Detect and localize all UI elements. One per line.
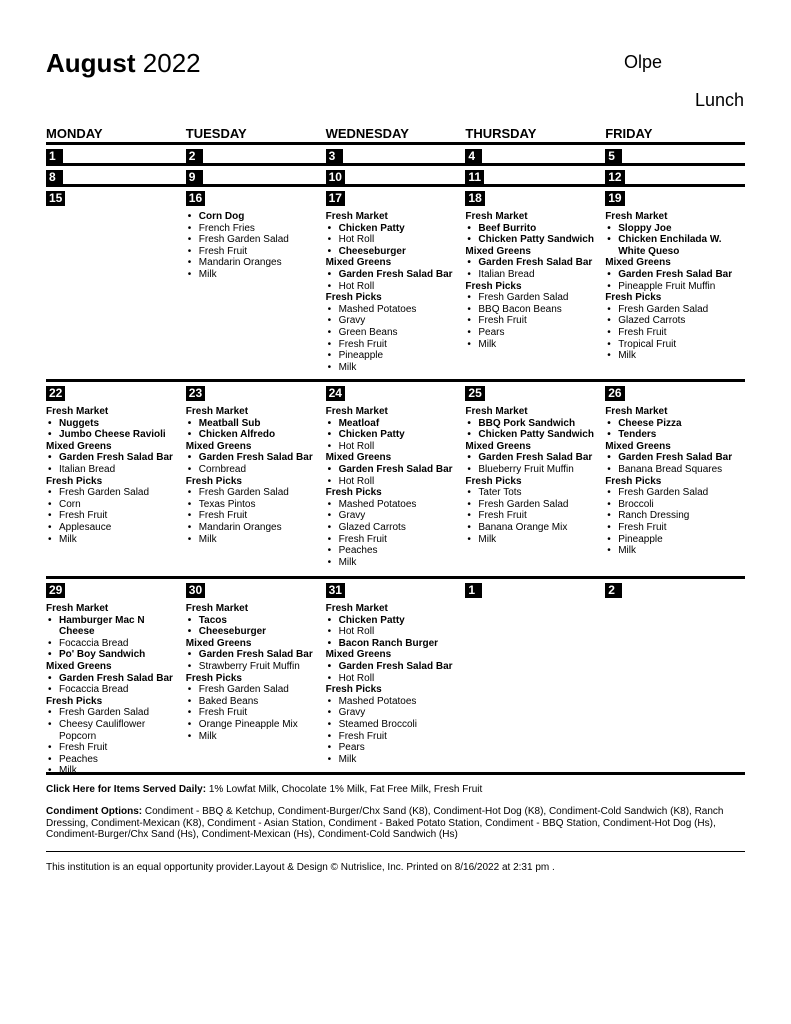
menu-list	[605, 304, 739, 362]
menu-item: • Steamed Broccoli	[326, 719, 460, 731]
menu-item: • Fresh Garden Salad	[46, 487, 180, 499]
menu-item: • Garden Fresh Salad Bar	[605, 452, 739, 464]
condiment-text: Condiment - BBQ & Ketchup, Condiment-Burger/Chx Sand (K8), Condiment-Hot Dog (K8), Condiment-Cold Sandwich (K8), Ranch Dressing, Condiment-Mexican (K8), Condiment - Asian Station, Condiment - Baked Potato Station, Condiment - BBQ Station, Condiment-Hot Dog (Hs), Condiment-Burger/Chx Sand (Hs), Condiment-Mexican (Hs), Condiment-Cold Sandwich (Hs)	[46, 806, 724, 841]
menu-item: • Chicken Patty Sandwich	[465, 429, 599, 441]
menu-list	[46, 673, 180, 696]
menu-list	[326, 499, 460, 569]
menu-section-header: Mixed Greens	[465, 440, 531, 452]
day-cell	[465, 145, 605, 163]
calendar	[46, 126, 745, 777]
menu-item: • Hot Roll	[326, 281, 460, 293]
day-cell	[605, 187, 745, 379]
menu-list	[186, 684, 320, 742]
menu-item: • Milk	[326, 557, 460, 569]
menu-item: • Cheesy Cauliflower Popcorn	[46, 719, 180, 742]
menu-section-header: Fresh Picks	[325, 684, 382, 696]
menu-item: • Garden Fresh Salad Bar	[326, 269, 460, 281]
menu-item: • Fresh Fruit	[186, 707, 320, 719]
calendar-week	[46, 379, 745, 576]
menu-item: • Garden Fresh Salad Bar	[605, 269, 739, 281]
menu-list	[465, 223, 599, 246]
menu-list	[326, 696, 460, 766]
menu-item: • Fresh Fruit	[46, 510, 180, 522]
menu-item: • Garden Fresh Salad Bar	[326, 464, 460, 476]
menu-section-header: Fresh Market	[325, 211, 388, 222]
menu-item: • Fresh Fruit	[465, 510, 599, 522]
menu-list	[46, 615, 180, 661]
menu-item: • Jumbo Cheese Ravioli	[46, 429, 180, 441]
day-menu	[605, 211, 745, 362]
day-cell	[326, 187, 466, 379]
menu-item: • Orange Pineapple Mix	[186, 719, 320, 731]
date-badge: 12	[605, 170, 624, 185]
menu-list	[326, 615, 460, 650]
menu-list	[605, 452, 739, 475]
menu-item: • Pears	[465, 327, 599, 339]
menu-item: • Cheese Pizza	[605, 418, 739, 430]
day-menu	[326, 406, 466, 568]
menu-item: • Fresh Garden Salad	[186, 487, 320, 499]
menu-item: • Peaches	[46, 754, 180, 766]
date-badge: 25	[465, 386, 484, 401]
menu-list	[46, 418, 180, 441]
date-badge: 1	[46, 149, 63, 164]
menu-item: • Tropical Fruit	[605, 339, 739, 351]
menu-item: • Italian Bread	[46, 464, 180, 476]
date-badge: 29	[46, 583, 65, 598]
menu-section-header: Fresh Market	[185, 406, 249, 417]
day-cell	[605, 145, 745, 163]
menu-section-header: Fresh Market	[46, 406, 109, 417]
day-cell	[465, 382, 605, 576]
menu-item: • Fresh Garden Salad	[186, 234, 320, 246]
date-badge: 15	[46, 191, 65, 206]
menu-item: • Glazed Carrots	[605, 315, 739, 327]
menu-item: • Chicken Patty	[326, 429, 460, 441]
weekday-header	[46, 126, 745, 142]
day-cell	[326, 145, 466, 163]
menu-item: • Hot Roll	[326, 234, 460, 246]
date-badge: 22	[46, 386, 65, 401]
date-badge: 4	[465, 149, 482, 164]
date-badge: 18	[465, 191, 484, 206]
weekday-label: FRIDAY	[605, 126, 653, 141]
day-menu	[46, 406, 186, 545]
menu-item: • Fresh Fruit	[326, 339, 460, 351]
menu-item: • Pineapple Fruit Muffin	[605, 281, 739, 293]
menu-item: • Garden Fresh Salad Bar	[465, 452, 599, 464]
menu-section-header: Mixed Greens	[185, 637, 252, 649]
menu-item: • Focaccia Bread	[46, 684, 180, 696]
day-cell	[46, 166, 186, 184]
menu-item: • Banana Orange Mix	[465, 522, 599, 534]
menu-list	[605, 487, 739, 557]
menu-item: • Fresh Fruit	[605, 327, 739, 339]
date-badge: 3	[326, 149, 343, 164]
menu-item: • Chicken Patty	[326, 615, 460, 627]
footer-divider	[46, 772, 745, 775]
menu-item: • Mashed Potatoes	[326, 304, 460, 316]
calendar-week	[46, 184, 745, 379]
menu-list	[605, 223, 739, 258]
menu-section-header: Fresh Picks	[46, 475, 103, 487]
day-cell	[605, 579, 745, 773]
menu-item: • Fresh Fruit	[46, 742, 180, 754]
menu-list	[605, 418, 739, 441]
menu-list	[605, 269, 739, 292]
menu-item: • Milk	[465, 534, 599, 546]
date-badge: 16	[186, 191, 205, 206]
menu-section-header: Fresh Picks	[465, 475, 522, 487]
menu-section-header: Mixed Greens	[325, 452, 392, 464]
menu-list	[46, 452, 180, 475]
menu-section-header: Mixed Greens	[185, 440, 252, 452]
menu-item: • Garden Fresh Salad Bar	[46, 673, 180, 685]
day-cell	[326, 382, 466, 576]
menu-item: • Hamburger Mac N Cheese	[46, 615, 180, 638]
menu-item: • Mashed Potatoes	[326, 696, 460, 708]
menu-item: • Gravy	[326, 315, 460, 327]
menu-item: • Milk	[465, 339, 599, 351]
condiment-label: Condiment Options:	[46, 806, 143, 817]
menu-list	[326, 269, 460, 292]
date-badge: 26	[605, 386, 624, 401]
date-badge: 9	[186, 170, 203, 185]
day-menu	[186, 406, 326, 545]
menu-item: • Garden Fresh Salad Bar	[326, 661, 460, 673]
menu-item: • Milk	[326, 754, 460, 766]
day-cell	[186, 166, 326, 184]
menu-section-header: Fresh Market	[46, 603, 109, 614]
date-badge: 2	[186, 149, 203, 164]
menu-item: • Corn	[46, 499, 180, 511]
day-menu	[326, 603, 466, 765]
menu-item: • Garden Fresh Salad Bar	[186, 649, 320, 661]
menu-item: • Hot Roll	[326, 673, 460, 685]
menu-list	[326, 661, 460, 684]
menu-list	[186, 487, 320, 545]
menu-section-header: Fresh Picks	[185, 475, 242, 487]
menu-section-header: Mixed Greens	[325, 257, 392, 269]
menu-list	[465, 292, 599, 350]
menu-section-header: Fresh Market	[605, 406, 668, 417]
menu-list	[186, 418, 320, 441]
menu-item: • Green Beans	[326, 327, 460, 339]
menu-list	[465, 418, 599, 441]
legal-divider	[46, 851, 745, 852]
menu-list	[46, 487, 180, 545]
menu-item: • Strawberry Fruit Muffin	[186, 661, 320, 673]
day-cell	[46, 579, 186, 777]
menu-item: • Mandarin Oranges	[186, 257, 320, 269]
menu-item: • Peaches	[326, 545, 460, 557]
day-menu	[605, 406, 745, 557]
menu-list	[465, 487, 599, 545]
menu-section-header: Fresh Market	[185, 603, 249, 614]
menu-item: • Chicken Alfredo	[186, 429, 320, 441]
date-badge: 19	[605, 191, 624, 206]
menu-item: • Texas Pintos	[186, 499, 320, 511]
menu-item: • Tacos	[186, 615, 320, 627]
weekday-label: MONDAY	[46, 126, 103, 141]
menu-section-header: Mixed Greens	[605, 440, 671, 452]
day-cell	[605, 166, 745, 184]
menu-item: • Hot Roll	[326, 441, 460, 453]
day-cell	[186, 579, 326, 773]
menu-item: • Pineapple	[605, 534, 739, 546]
day-menu	[186, 603, 326, 742]
weekday-label: THURSDAY	[465, 126, 537, 141]
menu-item: • Chicken Patty	[326, 223, 460, 235]
menu-item: • Corn Dog	[186, 211, 320, 223]
day-cell	[465, 166, 605, 184]
day-cell	[465, 579, 605, 773]
menu-item: • Milk	[186, 269, 320, 281]
day-cell	[326, 579, 466, 773]
menu-section-header: Mixed Greens	[46, 660, 112, 672]
menu-item: • Gravy	[326, 510, 460, 522]
weekday-label: TUESDAY	[185, 126, 247, 141]
menu-item: • Fresh Garden Salad	[605, 487, 739, 499]
day-menu	[326, 211, 466, 373]
menu-section-header: Mixed Greens	[46, 440, 112, 452]
day-cell	[186, 187, 326, 379]
menu-section-header: Fresh Picks	[605, 475, 662, 487]
day-menu	[465, 406, 605, 545]
page-title	[46, 46, 201, 80]
day-cell	[326, 166, 466, 184]
menu-item: • Sloppy Joe	[605, 223, 739, 235]
menu-item: • Nuggets	[46, 418, 180, 430]
daily-items-text: 1% Lowfat Milk, Chocolate 1% Milk, Fat Free Milk, Fresh Fruit	[206, 784, 483, 795]
menu-section-header: Fresh Picks	[325, 487, 382, 499]
weekday-label: WEDNESDAY	[325, 126, 409, 141]
menu-section-header: Fresh Market	[605, 211, 668, 222]
menu-item: • Hot Roll	[326, 476, 460, 488]
menu-item: • Chicken Enchilada W. White Queso	[605, 234, 739, 257]
menu-item: • Applesauce	[46, 522, 180, 534]
menu-section-header: Mixed Greens	[465, 245, 531, 257]
menu-item: • Tenders	[605, 429, 739, 441]
menu-item: • Fresh Fruit	[605, 522, 739, 534]
menu-item: • Fresh Fruit	[326, 534, 460, 546]
menu-item: • Fresh Fruit	[186, 246, 320, 258]
menu-item: • Cheeseburger	[186, 626, 320, 638]
calendar-week	[46, 142, 745, 163]
menu-section-header: Fresh Picks	[185, 672, 242, 684]
menu-item: • Beef Burrito	[465, 223, 599, 235]
school-name: Olpe	[624, 52, 663, 72]
calendar-weeks	[46, 142, 745, 777]
menu-item: • Milk	[326, 362, 460, 374]
menu-list	[326, 304, 460, 374]
menu-section-header: Fresh Picks	[465, 280, 522, 292]
menu-item: • Glazed Carrots	[326, 522, 460, 534]
date-badge: 8	[46, 170, 63, 185]
day-menu	[465, 211, 605, 350]
menu-item: • Bacon Ranch Burger	[326, 638, 460, 650]
day-cell	[46, 187, 186, 379]
menu-section-header: Fresh Market	[465, 211, 528, 222]
menu-item: • Cheeseburger	[326, 246, 460, 258]
menu-item: • Mandarin Oranges	[186, 522, 320, 534]
menu-list	[465, 257, 599, 280]
menu-item: • Meatloaf	[326, 418, 460, 430]
day-cell	[186, 382, 326, 576]
menu-list	[186, 452, 320, 475]
title-year: 2022	[142, 48, 201, 78]
menu-list	[186, 211, 320, 281]
menu-item: • Italian Bread	[465, 269, 599, 281]
daily-items-label[interactable]: Click Here for Items Served Daily:	[46, 784, 207, 795]
menu-item: • Fresh Garden Salad	[465, 292, 599, 304]
menu-item: • Fresh Garden Salad	[46, 707, 180, 719]
menu-item: • Banana Bread Squares	[605, 464, 739, 476]
menu-list	[186, 649, 320, 672]
menu-item: • Tater Tots	[465, 487, 599, 499]
menu-item: • Garden Fresh Salad Bar	[46, 452, 180, 464]
menu-item: • Pineapple	[326, 350, 460, 362]
menu-item: • Focaccia Bread	[46, 638, 180, 650]
date-badge: 11	[465, 170, 484, 185]
menu-item: • Ranch Dressing	[605, 510, 739, 522]
date-badge: 31	[326, 583, 345, 598]
date-badge: 17	[326, 191, 345, 206]
menu-section-header: Fresh Picks	[325, 292, 382, 304]
daily-items[interactable]	[46, 784, 745, 796]
menu-item: • Fresh Fruit	[186, 510, 320, 522]
date-badge: 10	[326, 170, 345, 185]
menu-list	[465, 452, 599, 475]
menu-item: • Fresh Fruit	[465, 315, 599, 327]
menu-item: • BBQ Bacon Beans	[465, 304, 599, 316]
menu-item: • Mashed Potatoes	[326, 499, 460, 511]
menu-item: • Gravy	[326, 707, 460, 719]
menu-list	[326, 464, 460, 487]
menu-list	[46, 707, 180, 777]
calendar-week	[46, 576, 745, 777]
menu-list	[326, 223, 460, 258]
menu-item: • Meatball Sub	[186, 418, 320, 430]
menu-item: • Milk	[46, 534, 180, 546]
menu-item: • Milk	[186, 731, 320, 743]
date-badge: 23	[186, 386, 205, 401]
menu-item: • Milk	[605, 350, 739, 362]
menu-section-header: Fresh Picks	[605, 292, 662, 304]
menu-item: • Fresh Garden Salad	[605, 304, 739, 316]
menu-item: • Blueberry Fruit Muffin	[465, 464, 599, 476]
menu-section-header: Fresh Market	[465, 406, 528, 417]
menu-item: • Pears	[326, 742, 460, 754]
menu-item: • Chicken Patty Sandwich	[465, 234, 599, 246]
menu-item: • Garden Fresh Salad Bar	[186, 452, 320, 464]
condiment-options	[46, 806, 745, 841]
menu-item: • Hot Roll	[326, 626, 460, 638]
title-month: August	[46, 48, 136, 78]
menu-item: • Garden Fresh Salad Bar	[465, 257, 599, 269]
menu-item: • Fresh Garden Salad	[465, 499, 599, 511]
menu-item: • Milk	[605, 545, 739, 557]
date-badge: 5	[605, 149, 622, 164]
date-badge: 30	[186, 583, 205, 598]
calendar-week	[46, 163, 745, 184]
menu-item: • Milk	[46, 765, 180, 777]
day-cell	[186, 145, 326, 163]
menu-item: • Milk	[186, 534, 320, 546]
date-badge: 1	[465, 583, 482, 598]
day-menu	[186, 211, 326, 281]
day-cell	[46, 382, 186, 576]
day-cell	[46, 145, 186, 163]
menu-list	[326, 418, 460, 453]
menu-section-header: Fresh Market	[325, 406, 388, 417]
menu-item: • Po' Boy Sandwich	[46, 649, 180, 661]
date-badge: 24	[326, 386, 345, 401]
day-menu	[46, 603, 186, 777]
meal-type: Lunch	[694, 90, 744, 110]
menu-list	[186, 615, 320, 638]
menu-item: • Fresh Garden Salad	[186, 684, 320, 696]
menu-item: • Baked Beans	[186, 696, 320, 708]
menu-item: • Broccoli	[605, 499, 739, 511]
menu-item: • Cornbread	[186, 464, 320, 476]
date-badge: 2	[605, 583, 622, 598]
menu-item: • Fresh Fruit	[326, 731, 460, 743]
menu-item: • BBQ Pork Sandwich	[465, 418, 599, 430]
legal-notice: This institution is an equal opportunity provider.Layout & Design © Nutrislice, Inc. Printed on 8/16/2022 at 2:31 pm .	[46, 862, 555, 873]
menu-section-header: Mixed Greens	[325, 649, 392, 661]
menu-section-header: Fresh Picks	[46, 695, 103, 707]
day-cell	[605, 382, 745, 576]
menu-item: • French Fries	[186, 223, 320, 235]
day-cell	[465, 187, 605, 379]
menu-section-header: Fresh Market	[325, 603, 388, 614]
menu-section-header: Mixed Greens	[605, 257, 671, 269]
